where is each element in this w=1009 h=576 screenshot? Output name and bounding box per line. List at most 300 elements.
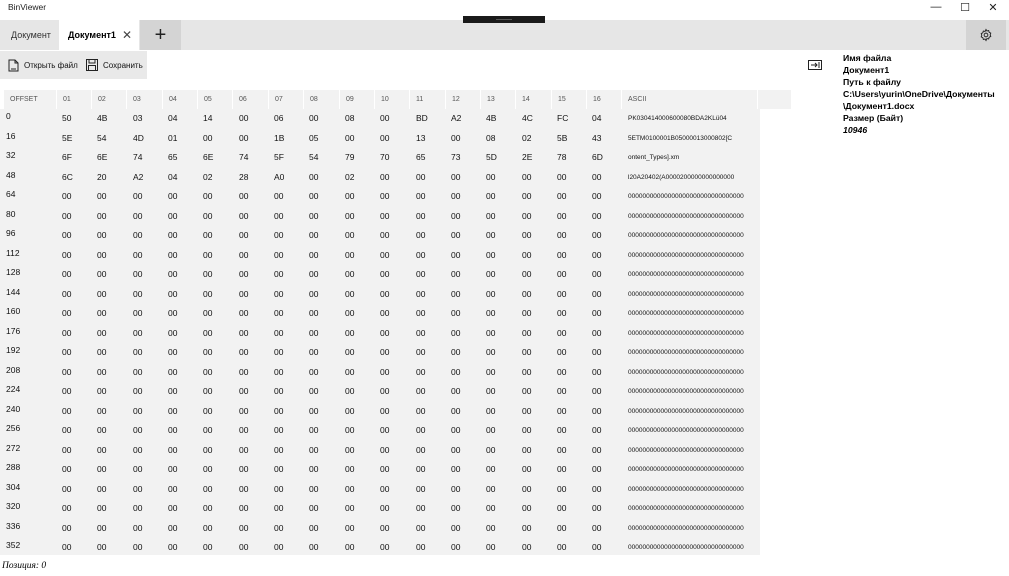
byte-cell[interactable]: 00	[380, 308, 390, 318]
byte-cell[interactable]: 00	[345, 132, 355, 143]
byte-cell[interactable]: 00	[416, 386, 426, 396]
byte-cell[interactable]: 00	[309, 503, 319, 513]
byte-cell[interactable]: 00	[380, 425, 390, 435]
byte-cell[interactable]: 00	[416, 269, 426, 279]
byte-cell[interactable]: 00	[592, 425, 602, 435]
byte-cell[interactable]: 00	[592, 464, 602, 474]
byte-cell[interactable]: 00	[522, 483, 532, 494]
byte-cell[interactable]: 05	[309, 132, 319, 143]
byte-cell[interactable]: 00	[203, 366, 213, 377]
byte-cell[interactable]: 5E	[62, 132, 73, 143]
byte-cell[interactable]: 00	[62, 386, 72, 396]
byte-cell[interactable]: BD	[416, 113, 428, 123]
close-window-button[interactable]: ✕	[988, 1, 998, 14]
byte-cell[interactable]: 00	[309, 230, 319, 240]
byte-cell[interactable]: 00	[203, 522, 213, 533]
byte-cell[interactable]: 54	[309, 152, 319, 162]
byte-cell[interactable]: 00	[557, 210, 567, 221]
tab-document[interactable]	[0, 20, 58, 50]
byte-cell[interactable]: 28	[239, 171, 249, 182]
byte-cell[interactable]: 04	[168, 171, 178, 182]
byte-cell[interactable]: 00	[522, 503, 532, 513]
byte-cell[interactable]: 00	[62, 230, 72, 240]
byte-cell[interactable]: 00	[416, 542, 426, 552]
byte-cell[interactable]: 00	[345, 366, 355, 377]
byte-cell[interactable]: 00	[97, 425, 107, 435]
byte-cell[interactable]: 00	[133, 366, 143, 377]
byte-cell[interactable]: 00	[345, 249, 355, 260]
minimize-button[interactable]: —	[930, 1, 942, 13]
byte-cell[interactable]: 00	[557, 444, 567, 455]
byte-cell[interactable]: 00	[557, 171, 567, 182]
byte-cell[interactable]: 00	[62, 503, 72, 513]
byte-cell[interactable]: 00	[592, 288, 602, 299]
byte-cell[interactable]: 4C	[522, 113, 533, 123]
byte-cell[interactable]: 00	[451, 425, 461, 435]
byte-cell[interactable]: 00	[592, 542, 602, 552]
byte-cell[interactable]: 00	[416, 210, 426, 221]
byte-cell[interactable]: 00	[239, 425, 249, 435]
byte-cell[interactable]: 00	[522, 308, 532, 318]
byte-cell[interactable]: 00	[239, 503, 249, 513]
byte-cell[interactable]: 00	[522, 210, 532, 221]
byte-cell[interactable]: 00	[557, 347, 567, 357]
byte-cell[interactable]: 00	[97, 542, 107, 552]
byte-cell[interactable]: 00	[97, 522, 107, 533]
byte-cell[interactable]: 00	[274, 366, 284, 377]
table-row[interactable]	[0, 207, 760, 227]
byte-cell[interactable]: 00	[168, 288, 178, 299]
tab-document1[interactable]	[59, 20, 139, 50]
byte-cell[interactable]: 00	[380, 113, 390, 123]
pane-toggle-icon[interactable]	[808, 59, 822, 71]
byte-cell[interactable]: 00	[133, 347, 143, 357]
byte-cell[interactable]: 00	[309, 444, 319, 455]
byte-cell[interactable]: 00	[62, 347, 72, 357]
byte-cell[interactable]: 00	[203, 444, 213, 455]
byte-cell[interactable]: 00	[486, 483, 496, 494]
byte-cell[interactable]: 00	[522, 191, 532, 201]
byte-cell[interactable]: 08	[486, 132, 496, 143]
byte-cell[interactable]: 5D	[486, 152, 497, 162]
byte-cell[interactable]: 00	[239, 191, 249, 201]
byte-cell[interactable]: 03	[133, 113, 143, 123]
byte-cell[interactable]: 00	[451, 269, 461, 279]
byte-cell[interactable]: 00	[239, 405, 249, 416]
byte-cell[interactable]: 65	[416, 152, 426, 162]
table-row[interactable]	[0, 343, 760, 363]
byte-cell[interactable]: 00	[557, 230, 567, 240]
byte-cell[interactable]: 00	[380, 503, 390, 513]
byte-cell[interactable]: 00	[522, 425, 532, 435]
byte-cell[interactable]: 00	[416, 249, 426, 260]
byte-cell[interactable]: 00	[309, 327, 319, 338]
byte-cell[interactable]: 00	[168, 464, 178, 474]
byte-cell[interactable]: 00	[522, 288, 532, 299]
table-row[interactable]	[0, 519, 760, 539]
byte-cell[interactable]: 00	[451, 230, 461, 240]
byte-cell[interactable]: 00	[309, 405, 319, 416]
byte-cell[interactable]: 00	[380, 483, 390, 494]
table-row[interactable]	[0, 382, 760, 402]
byte-cell[interactable]: 08	[345, 113, 355, 123]
byte-cell[interactable]: 00	[203, 249, 213, 260]
byte-cell[interactable]: 00	[416, 425, 426, 435]
table-row[interactable]	[0, 441, 760, 461]
byte-cell[interactable]: 2E	[522, 152, 533, 162]
byte-cell[interactable]: 00	[380, 366, 390, 377]
byte-cell[interactable]: 70	[380, 152, 390, 162]
byte-cell[interactable]: 00	[557, 405, 567, 416]
byte-cell[interactable]: 00	[592, 347, 602, 357]
byte-cell[interactable]: 00	[62, 522, 72, 533]
byte-cell[interactable]: 00	[380, 230, 390, 240]
byte-cell[interactable]: 00	[380, 542, 390, 552]
byte-cell[interactable]: 74	[239, 152, 249, 162]
byte-cell[interactable]: 00	[451, 327, 461, 338]
byte-cell[interactable]: 06	[274, 113, 284, 123]
byte-cell[interactable]: 00	[416, 171, 426, 182]
byte-cell[interactable]: 00	[274, 210, 284, 221]
byte-cell[interactable]: 6E	[97, 152, 108, 162]
byte-cell[interactable]: 00	[380, 522, 390, 533]
byte-cell[interactable]: 00	[168, 444, 178, 455]
byte-cell[interactable]: 00	[133, 210, 143, 221]
byte-cell[interactable]: 00	[239, 308, 249, 318]
byte-cell[interactable]: 00	[97, 347, 107, 357]
byte-cell[interactable]: 00	[380, 210, 390, 221]
byte-cell[interactable]: 00	[203, 191, 213, 201]
table-row[interactable]	[0, 187, 760, 207]
byte-cell[interactable]: 00	[592, 366, 602, 377]
byte-cell[interactable]: 00	[451, 366, 461, 377]
byte-cell[interactable]: 00	[97, 308, 107, 318]
byte-cell[interactable]: 00	[203, 503, 213, 513]
byte-cell[interactable]: 00	[133, 327, 143, 338]
table-row[interactable]	[0, 363, 760, 383]
byte-cell[interactable]: 00	[274, 425, 284, 435]
byte-cell[interactable]: 02	[522, 132, 532, 143]
byte-cell[interactable]: 00	[486, 230, 496, 240]
byte-cell[interactable]: 00	[97, 503, 107, 513]
byte-cell[interactable]: 00	[133, 230, 143, 240]
byte-cell[interactable]: 00	[451, 522, 461, 533]
byte-cell[interactable]: 00	[309, 269, 319, 279]
byte-cell[interactable]: 00	[486, 210, 496, 221]
byte-cell[interactable]: 5B	[557, 132, 568, 143]
table-row[interactable]	[0, 226, 760, 246]
byte-cell[interactable]: 00	[97, 366, 107, 377]
tab-close-icon[interactable]: ✕	[122, 28, 133, 42]
byte-cell[interactable]: 00	[239, 464, 249, 474]
byte-cell[interactable]: 00	[309, 288, 319, 299]
byte-cell[interactable]: 00	[486, 347, 496, 357]
byte-cell[interactable]: 00	[168, 308, 178, 318]
byte-cell[interactable]: 00	[592, 522, 602, 533]
byte-cell[interactable]: 00	[203, 327, 213, 338]
byte-cell[interactable]: A0	[274, 171, 285, 182]
byte-cell[interactable]: 00	[239, 230, 249, 240]
byte-cell[interactable]: 13	[416, 132, 426, 143]
byte-cell[interactable]: 00	[416, 347, 426, 357]
byte-cell[interactable]: 00	[451, 483, 461, 494]
table-row[interactable]	[0, 265, 760, 285]
byte-cell[interactable]: 00	[592, 386, 602, 396]
byte-cell[interactable]: 14	[203, 113, 213, 123]
byte-cell[interactable]: 00	[557, 425, 567, 435]
byte-cell[interactable]: 00	[97, 483, 107, 494]
byte-cell[interactable]: 00	[168, 269, 178, 279]
byte-cell[interactable]: 00	[557, 269, 567, 279]
byte-cell[interactable]: 00	[486, 327, 496, 338]
byte-cell[interactable]: 00	[345, 327, 355, 338]
byte-cell[interactable]: 00	[168, 503, 178, 513]
byte-cell[interactable]: 00	[522, 522, 532, 533]
byte-cell[interactable]: 00	[133, 386, 143, 396]
byte-cell[interactable]: 00	[451, 444, 461, 455]
byte-cell[interactable]: 00	[62, 483, 72, 494]
byte-cell[interactable]: 00	[309, 464, 319, 474]
byte-cell[interactable]: 00	[62, 405, 72, 416]
byte-cell[interactable]: 00	[168, 386, 178, 396]
byte-cell[interactable]: 00	[486, 386, 496, 396]
byte-cell[interactable]: 00	[557, 542, 567, 552]
byte-cell[interactable]: 00	[592, 444, 602, 455]
byte-cell[interactable]: 00	[345, 191, 355, 201]
byte-cell[interactable]: 00	[274, 347, 284, 357]
byte-cell[interactable]: 00	[486, 503, 496, 513]
byte-cell[interactable]: 00	[309, 522, 319, 533]
byte-cell[interactable]: 00	[168, 522, 178, 533]
byte-cell[interactable]: 00	[451, 464, 461, 474]
byte-cell[interactable]: 00	[274, 522, 284, 533]
byte-cell[interactable]: 00	[486, 269, 496, 279]
byte-cell[interactable]: 00	[133, 249, 143, 260]
byte-cell[interactable]: 00	[380, 249, 390, 260]
byte-cell[interactable]: 00	[239, 347, 249, 357]
byte-cell[interactable]: 6E	[203, 152, 214, 162]
byte-cell[interactable]: 00	[239, 327, 249, 338]
byte-cell[interactable]: 00	[168, 483, 178, 494]
byte-cell[interactable]: 00	[97, 249, 107, 260]
byte-cell[interactable]: 00	[486, 288, 496, 299]
byte-cell[interactable]: 00	[592, 210, 602, 221]
byte-cell[interactable]: 00	[62, 249, 72, 260]
byte-cell[interactable]: 00	[416, 444, 426, 455]
byte-cell[interactable]: 00	[97, 405, 107, 416]
byte-cell[interactable]: 00	[62, 308, 72, 318]
open-file-button[interactable]	[8, 51, 78, 79]
byte-cell[interactable]: 00	[62, 542, 72, 552]
byte-cell[interactable]: 00	[309, 483, 319, 494]
byte-cell[interactable]: 00	[557, 308, 567, 318]
byte-cell[interactable]: 00	[133, 542, 143, 552]
byte-cell[interactable]: 00	[416, 366, 426, 377]
byte-cell[interactable]: 04	[168, 113, 178, 123]
byte-cell[interactable]: 00	[557, 327, 567, 338]
byte-cell[interactable]: 00	[239, 210, 249, 221]
byte-cell[interactable]: 00	[345, 542, 355, 552]
byte-cell[interactable]: 00	[168, 425, 178, 435]
byte-cell[interactable]: 00	[345, 405, 355, 416]
byte-cell[interactable]: 00	[345, 230, 355, 240]
byte-cell[interactable]: 00	[133, 464, 143, 474]
byte-cell[interactable]: 00	[345, 386, 355, 396]
byte-cell[interactable]: 00	[451, 308, 461, 318]
byte-cell[interactable]: 00	[203, 308, 213, 318]
byte-cell[interactable]: 00	[274, 327, 284, 338]
byte-cell[interactable]: 00	[380, 347, 390, 357]
byte-cell[interactable]: 00	[239, 288, 249, 299]
byte-cell[interactable]: 00	[557, 366, 567, 377]
byte-cell[interactable]: 00	[522, 386, 532, 396]
settings-button[interactable]	[966, 20, 1006, 50]
byte-cell[interactable]: 00	[203, 132, 213, 143]
byte-cell[interactable]: 00	[451, 132, 461, 143]
byte-cell[interactable]: 00	[451, 210, 461, 221]
byte-cell[interactable]: 00	[97, 327, 107, 338]
save-button[interactable]	[86, 51, 146, 79]
byte-cell[interactable]: 6F	[62, 152, 72, 162]
byte-cell[interactable]: 00	[451, 288, 461, 299]
byte-cell[interactable]: 00	[309, 210, 319, 221]
byte-cell[interactable]: 00	[486, 191, 496, 201]
byte-cell[interactable]: 00	[168, 327, 178, 338]
byte-cell[interactable]: 00	[380, 386, 390, 396]
table-row[interactable]	[0, 480, 760, 500]
byte-cell[interactable]: 00	[239, 132, 249, 143]
byte-cell[interactable]: 00	[522, 230, 532, 240]
byte-cell[interactable]: 00	[592, 249, 602, 260]
byte-cell[interactable]: 00	[239, 483, 249, 494]
byte-cell[interactable]: 00	[451, 386, 461, 396]
byte-cell[interactable]: 00	[416, 522, 426, 533]
byte-cell[interactable]: 00	[416, 230, 426, 240]
byte-cell[interactable]: 00	[380, 405, 390, 416]
byte-cell[interactable]: 00	[274, 386, 284, 396]
table-row[interactable]	[0, 538, 760, 558]
byte-cell[interactable]: 00	[345, 503, 355, 513]
byte-cell[interactable]: 79	[345, 152, 355, 162]
table-row[interactable]	[0, 109, 760, 129]
byte-cell[interactable]: 00	[522, 327, 532, 338]
byte-cell[interactable]: 00	[97, 191, 107, 201]
byte-cell[interactable]: 00	[486, 308, 496, 318]
byte-cell[interactable]: 00	[133, 308, 143, 318]
byte-cell[interactable]: 00	[557, 386, 567, 396]
byte-cell[interactable]: 00	[486, 249, 496, 260]
byte-cell[interactable]: 4B	[486, 113, 497, 123]
byte-cell[interactable]: 00	[345, 347, 355, 357]
byte-cell[interactable]: 00	[239, 542, 249, 552]
byte-cell[interactable]: 02	[345, 171, 355, 182]
byte-cell[interactable]: 00	[274, 405, 284, 416]
byte-cell[interactable]: 00	[486, 464, 496, 474]
byte-cell[interactable]: 00	[309, 191, 319, 201]
byte-cell[interactable]: 00	[274, 249, 284, 260]
byte-cell[interactable]: 00	[416, 308, 426, 318]
byte-cell[interactable]: 00	[239, 269, 249, 279]
byte-cell[interactable]: 00	[133, 522, 143, 533]
byte-cell[interactable]: 00	[592, 230, 602, 240]
byte-cell[interactable]: 00	[557, 249, 567, 260]
byte-cell[interactable]: 00	[380, 444, 390, 455]
byte-cell[interactable]: 4D	[133, 132, 144, 143]
byte-cell[interactable]: 00	[592, 191, 602, 201]
byte-cell[interactable]: 00	[274, 464, 284, 474]
byte-cell[interactable]: 00	[416, 191, 426, 201]
byte-cell[interactable]: 01	[168, 132, 178, 143]
byte-cell[interactable]: 00	[274, 191, 284, 201]
byte-cell[interactable]: 00	[451, 191, 461, 201]
byte-cell[interactable]: 00	[345, 269, 355, 279]
byte-cell[interactable]: 00	[133, 503, 143, 513]
byte-cell[interactable]: 00	[239, 249, 249, 260]
byte-cell[interactable]: 00	[380, 288, 390, 299]
byte-cell[interactable]: 00	[203, 483, 213, 494]
byte-cell[interactable]: 00	[133, 444, 143, 455]
byte-cell[interactable]: 00	[309, 366, 319, 377]
byte-cell[interactable]: 00	[62, 269, 72, 279]
byte-cell[interactable]: 00	[592, 405, 602, 416]
byte-cell[interactable]: 78	[557, 152, 567, 162]
byte-cell[interactable]: A2	[133, 171, 144, 182]
byte-cell[interactable]: A2	[451, 113, 462, 123]
byte-cell[interactable]: 00	[203, 288, 213, 299]
byte-cell[interactable]: FC	[557, 113, 569, 123]
byte-cell[interactable]: 00	[451, 249, 461, 260]
byte-cell[interactable]: 00	[203, 230, 213, 240]
byte-cell[interactable]: 00	[274, 503, 284, 513]
byte-cell[interactable]: 00	[97, 230, 107, 240]
byte-cell[interactable]: 00	[203, 347, 213, 357]
byte-cell[interactable]: 00	[168, 230, 178, 240]
byte-cell[interactable]: 00	[133, 191, 143, 201]
byte-cell[interactable]: 00	[522, 542, 532, 552]
byte-cell[interactable]: 00	[416, 327, 426, 338]
byte-cell[interactable]: 00	[557, 464, 567, 474]
byte-cell[interactable]: 00	[486, 366, 496, 377]
byte-cell[interactable]: 00	[486, 171, 496, 182]
table-row[interactable]	[0, 460, 760, 480]
byte-cell[interactable]: 00	[522, 249, 532, 260]
byte-cell[interactable]: 00	[274, 269, 284, 279]
byte-cell[interactable]: 00	[62, 366, 72, 377]
byte-cell[interactable]: 00	[451, 405, 461, 416]
byte-cell[interactable]: 00	[62, 425, 72, 435]
byte-cell[interactable]: 5F	[274, 152, 284, 162]
add-tab-button[interactable]: +	[140, 20, 181, 50]
byte-cell[interactable]: 04	[592, 113, 602, 123]
byte-cell[interactable]: 73	[451, 152, 461, 162]
byte-cell[interactable]: 00	[133, 425, 143, 435]
byte-cell[interactable]: 00	[62, 464, 72, 474]
byte-cell[interactable]: 00	[203, 464, 213, 474]
byte-cell[interactable]: 00	[239, 386, 249, 396]
byte-cell[interactable]: 00	[274, 288, 284, 299]
byte-cell[interactable]: 65	[168, 152, 178, 162]
byte-cell[interactable]: 00	[239, 366, 249, 377]
byte-cell[interactable]: 00	[133, 405, 143, 416]
byte-cell[interactable]: 00	[203, 269, 213, 279]
byte-cell[interactable]: 00	[451, 503, 461, 513]
table-row[interactable]	[0, 129, 760, 149]
byte-cell[interactable]: 00	[592, 269, 602, 279]
byte-cell[interactable]: 00	[345, 444, 355, 455]
byte-cell[interactable]: 00	[97, 444, 107, 455]
byte-cell[interactable]: 00	[486, 444, 496, 455]
byte-cell[interactable]: 00	[486, 425, 496, 435]
